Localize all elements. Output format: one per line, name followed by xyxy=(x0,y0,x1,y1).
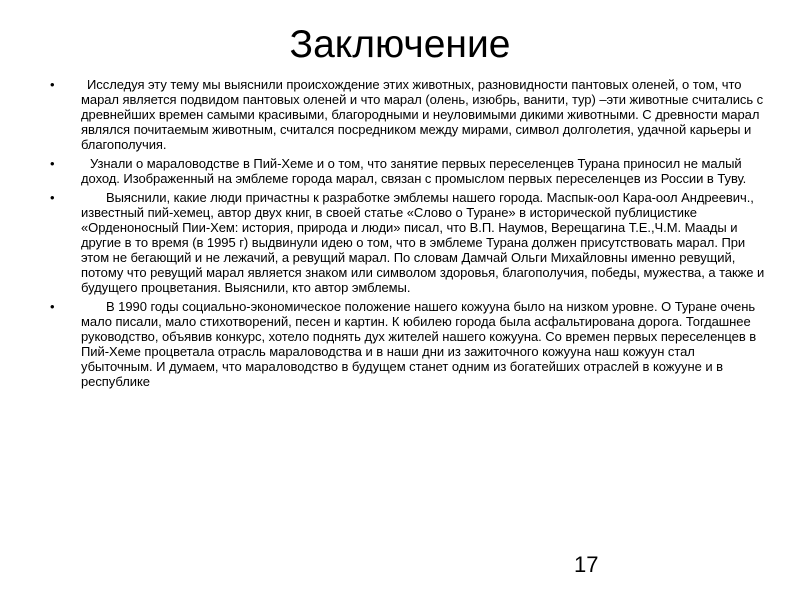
bullet-item xyxy=(50,190,765,295)
bullet-dot-icon: • xyxy=(50,77,55,92)
bullet-text: Выяснили, какие люди причастны к разработке эмблемы нашего города. Маспык-оол Кара-оол Андреевич., известный пий-хемец, автор двух книг, в своей статье «Слово о Туране» в исторической публицистике «Орденоносный Пии-Хем: история, природа и люди» писал, что В.П. Наумов, Верещагина Т.Е.,Ч.М. Маады и другие в то время (в 1995 г) выдвинули идею о том, что в эмблеме Турана должен присутствовать марал. При этом не бегающий и не лежачий, а ревущий марал. По словам Дамчай Ольги Михайловны именно ревущий, потому что ревущий марал является знаком или символом здоровья, благополучия, победы, мужества, а также и будущего процветания. Выяснили, кто автор эмблемы. xyxy=(81,190,765,295)
bullet-dot-icon: • xyxy=(50,299,55,314)
slide-number: 17 xyxy=(574,552,599,577)
bullet-item xyxy=(50,299,765,389)
slide-title: Заключение xyxy=(289,23,511,66)
bullet-text: Исследуя эту тему мы выяснили происхождение этих животных, разновидности пантовых оленей, о том, что марал является подвидом пантовых оленей и что марал (олень, изюбрь, ванити, тур) –эти животные считались с древнейших времен самыми красивыми, благородными и неуловимыми дикими животными. С древности марал являлся почитаемым животным, считался посредником между мирами, символ долголетия, удачной карьеры и благополучия. xyxy=(81,77,764,152)
bullet-dot-icon: • xyxy=(50,156,55,171)
bullet-text: В 1990 годы социально-экономическое положение нашего кожууна было на низком уровне. О Туране очень мало писали, мало стихотворений, песен и картин. К юбилею города была асфальтирована дорога. Тогдашнее руководство, объявив конкурс, хотело поднять дух жителей нашего кожууна. Со времен первых переселенцев в Пий-Хеме процветала отрасль мараловодства и в наши дни из зажиточного кожууна наш кожуун стал убыточным. И думаем, что мараловодство в будущем станет одним из богатейших отраслей в кожууне и в республике xyxy=(81,299,757,389)
bullet-list xyxy=(50,77,765,393)
bullet-text: Узнали о мараловодстве в Пий-Хеме и о том, что занятие первых переселенцев Турана приносил не малый доход. Изображенный на эмблеме города марал, связан с промыслом первых переселенцев из России в Туву. xyxy=(81,156,747,186)
bullet-item xyxy=(50,156,765,186)
bullet-item xyxy=(50,77,765,152)
bullet-dot-icon: • xyxy=(50,190,55,205)
